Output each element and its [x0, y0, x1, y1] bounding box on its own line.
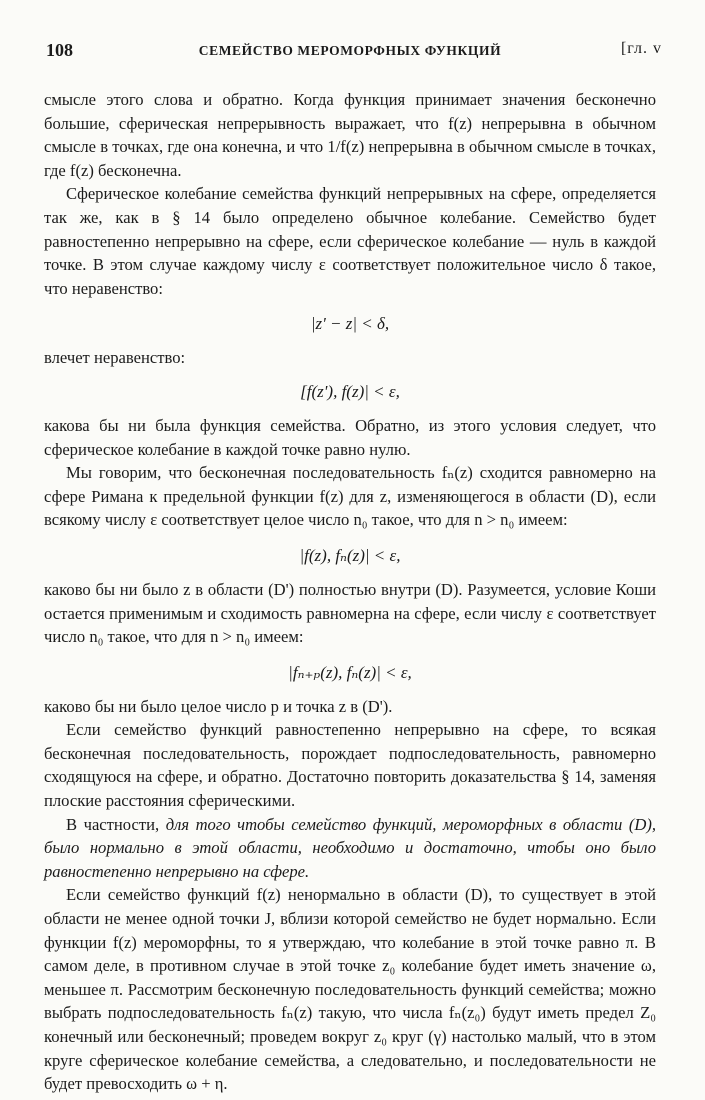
paragraph: какова бы ни была функция семейства. Обратно, из этого условия следует, что сферическое колебание в каждой точке равно нулю.: [44, 415, 656, 459]
paragraph: смысле этого слова и обратно. Когда функция принимает значения бесконечно большие, сферическая непрерывность выражает, что f(z) непрерывна в обычном смысле в точках, где она конечна, и что 1/f(z) непрерывна в обычном смысле в точках, где f(z) бесконечна.: [44, 90, 656, 180]
formula: |f(z), fₙ(z)| < ε,: [299, 545, 401, 565]
paragraph: каково бы ни было целое число p и точка z в (D').: [44, 696, 393, 716]
page-body: [44, 88, 656, 1096]
paragraph: Сферическое колебание семейства функций непрерывных на сфере, определяется так же, как в § 14 было определено обычное колебание. Семейство будет равностепенно непрерывно на сфере, если сферическое колебание — нуль в каждой точке. В этом случае каждому числу ε соответствует положительное число δ такое, что неравенство:: [44, 184, 656, 298]
formula: |fₙ₊ₚ(z), fₙ(z)| < ε,: [288, 662, 412, 682]
running-title: СЕМЕЙСТВО МЕРОМОРФНЫХ ФУНКЦИЙ: [198, 43, 502, 58]
theorem-statement: для того чтобы семейство функций, мероморфных в области (D), было нормально в этой области, необходимо и достаточно, чтобы оно было равностепенно непрерывно на сфере.: [44, 814, 656, 881]
page-header: [44, 40, 662, 70]
book-page: [44, 40, 662, 1096]
paragraph: Мы говорим, что бесконечная последовательность fₙ(z) сходится равномерно на сфере Римана к предельной функции f(z) для z, изменяющегося в области (D), если всякому числу ε соответствует целое число n₀ такое, что для n > n₀ имеем:: [44, 463, 656, 530]
formula: |z' − z| < δ,: [310, 314, 390, 334]
paragraph: Если семейство функций равностепенно непрерывно на сфере, то всякая бесконечная последовательность, порождает подпоследовательность, равномерно сходящуюся на сфере, и обратно. Достаточно повторить доказательства § 14, заменяя плоские расстояния сферическими.: [44, 720, 656, 811]
paragraph: каково бы ни было z в области (D') полностью внутри (D). Разумеется, условие Коши остается применимым и сходимость равномерна на сфере, если числу ε соответствует число n₀ такое, что для n > n₀ имеем:: [44, 579, 656, 647]
chapter-label: [гл. v: [620, 40, 662, 57]
formula: [f(z'), f(z)| < ε,: [300, 381, 400, 401]
paragraph-lead: В частности,: [66, 814, 160, 834]
page-number: 108: [46, 40, 73, 60]
paragraph: [44, 813, 656, 884]
paragraph: Если семейство функций f(z) ненормально в области (D), то существует в этой области не менее одной точки J, вблизи которой семейство не будет нормально. Если функции f(z) мероморфны, то я утверждаю, что колебание в этой точке равно π. В самом деле, в противном случае в этой точке z₀ колебание будет иметь значение ω, меньшее π. Рассмотрим бесконечную последовательность функций семейства; можно выбрать подпоследовательность fₙ(z) такую, что числа fₙ(z₀) будут иметь предел Z₀ конечный или бесконечный; проведем вокруг z₀ круг (γ) настолько малый, что в этом круге сферическое колебание семейства, а следовательно, и последовательности не будет превосходить ω + η.: [44, 885, 656, 1094]
paragraph: влечет неравенство:: [44, 348, 186, 368]
